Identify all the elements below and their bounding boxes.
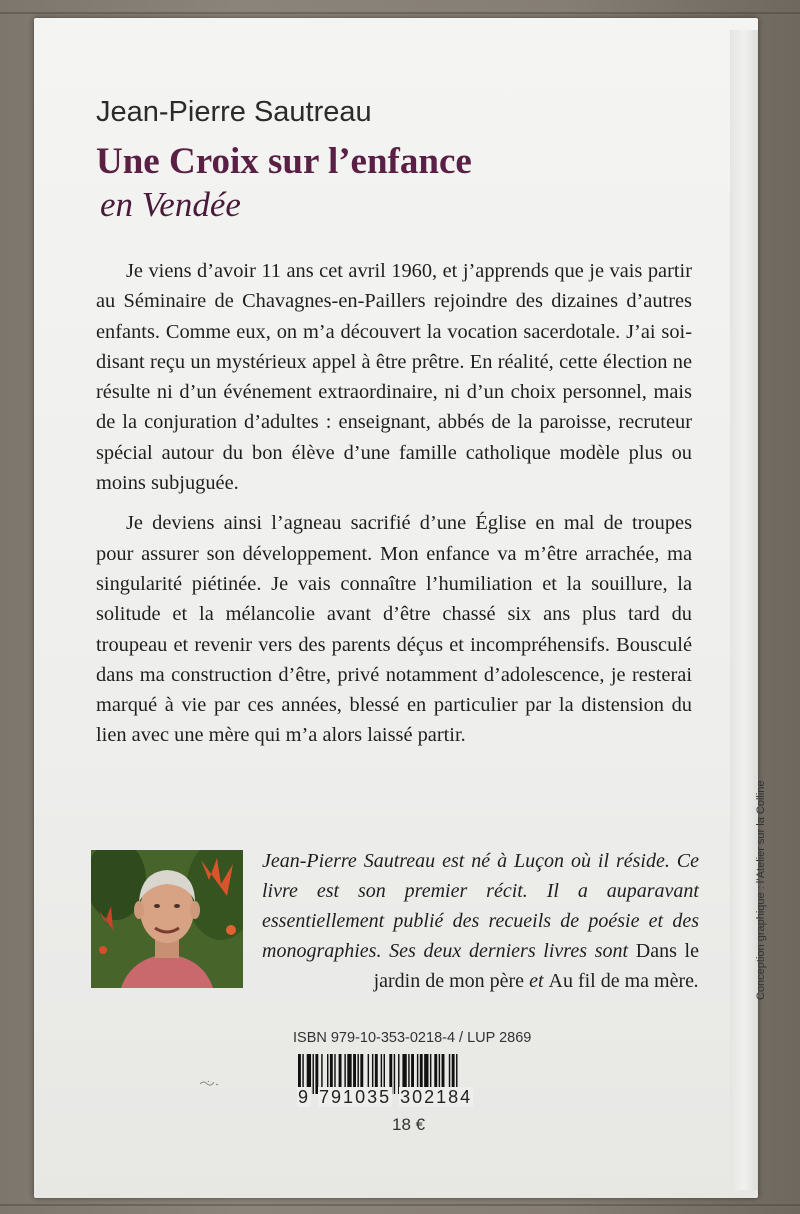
barcode-digits-right: 302184 bbox=[400, 1087, 473, 1107]
price: 18 € bbox=[392, 1115, 426, 1134]
bio-text-end: . bbox=[694, 970, 699, 992]
barcode-digit-first: 9 bbox=[298, 1087, 311, 1107]
cover-smudge bbox=[198, 1078, 220, 1088]
book-spine-edge bbox=[730, 30, 758, 1190]
book-title: Une Croix sur l’enfance bbox=[96, 141, 472, 182]
author-bio bbox=[262, 846, 699, 996]
summary-paragraph-1: Je viens d’avoir 11 ans cet avril 1960, et j’apprends que je vais partir au Séminaire de Chavagnes-en-Paillers rejoindre des dizaines d’autres enfants. Comme eux, on m’a découvert la vocation sacerdotale. J’ai soi-disant reçu un mystérieux appel à être prêtre. En réalité, cette élection ne résulte ni d’un événement extraordinaire, ni d’un choix personnel, mais de la conjuration d’adultes : enseignant, abbés de la paroisse, recruteur spécial autour du bon élève d’une famille catholique modèle plus ou moins subjuguée. bbox=[96, 260, 692, 495]
summary-paragraph-2: Je deviens ainsi l’agneau sacrifié d’une Église en mal de troupes pour assurer son développement. Mon enfance va m’être arrachée, ma singularité piétinée. Je vais connaître l’humiliation et la souillure, la solitude et la mélancolie avant d’être chassé six ans plus tard du troupeau et revenir vers des parents déçus et incompréhensifs. Bousculé dans ma construction d’être, privé notamment d’adolescence, je resterai marqué à vie par ces années, blessé en particulier par la distension du lien avec une mère qui m’a alors laissé partir. bbox=[96, 512, 692, 747]
barcode-digits bbox=[297, 1087, 473, 1108]
design-credit: Conception graphique : l’Atelier sur la Colline bbox=[755, 780, 767, 1000]
author-photo bbox=[91, 850, 243, 988]
bio-book-title-2: Au fil de ma mère bbox=[548, 970, 694, 992]
barcode-digits-left: 791035 bbox=[319, 1087, 392, 1107]
bio-text-and: et bbox=[524, 970, 549, 992]
bio-text: Jean-Pierre Sautreau est né à Luçon où il réside. Ce livre est son premier récit. Il a auparavant essentiellement publié des recueils de poésie et des monographies. Ses deux derniers livres sont bbox=[262, 850, 699, 962]
book-summary bbox=[96, 256, 692, 761]
book-subtitle: en Vendée bbox=[100, 185, 241, 224]
bio-book-title-1: Dans le jardin de mon père bbox=[373, 940, 699, 992]
author-name: Jean-Pierre Sautreau bbox=[96, 96, 372, 128]
isbn-text: ISBN 979-10-353-0218-4 / LUP 2869 bbox=[293, 1030, 532, 1046]
